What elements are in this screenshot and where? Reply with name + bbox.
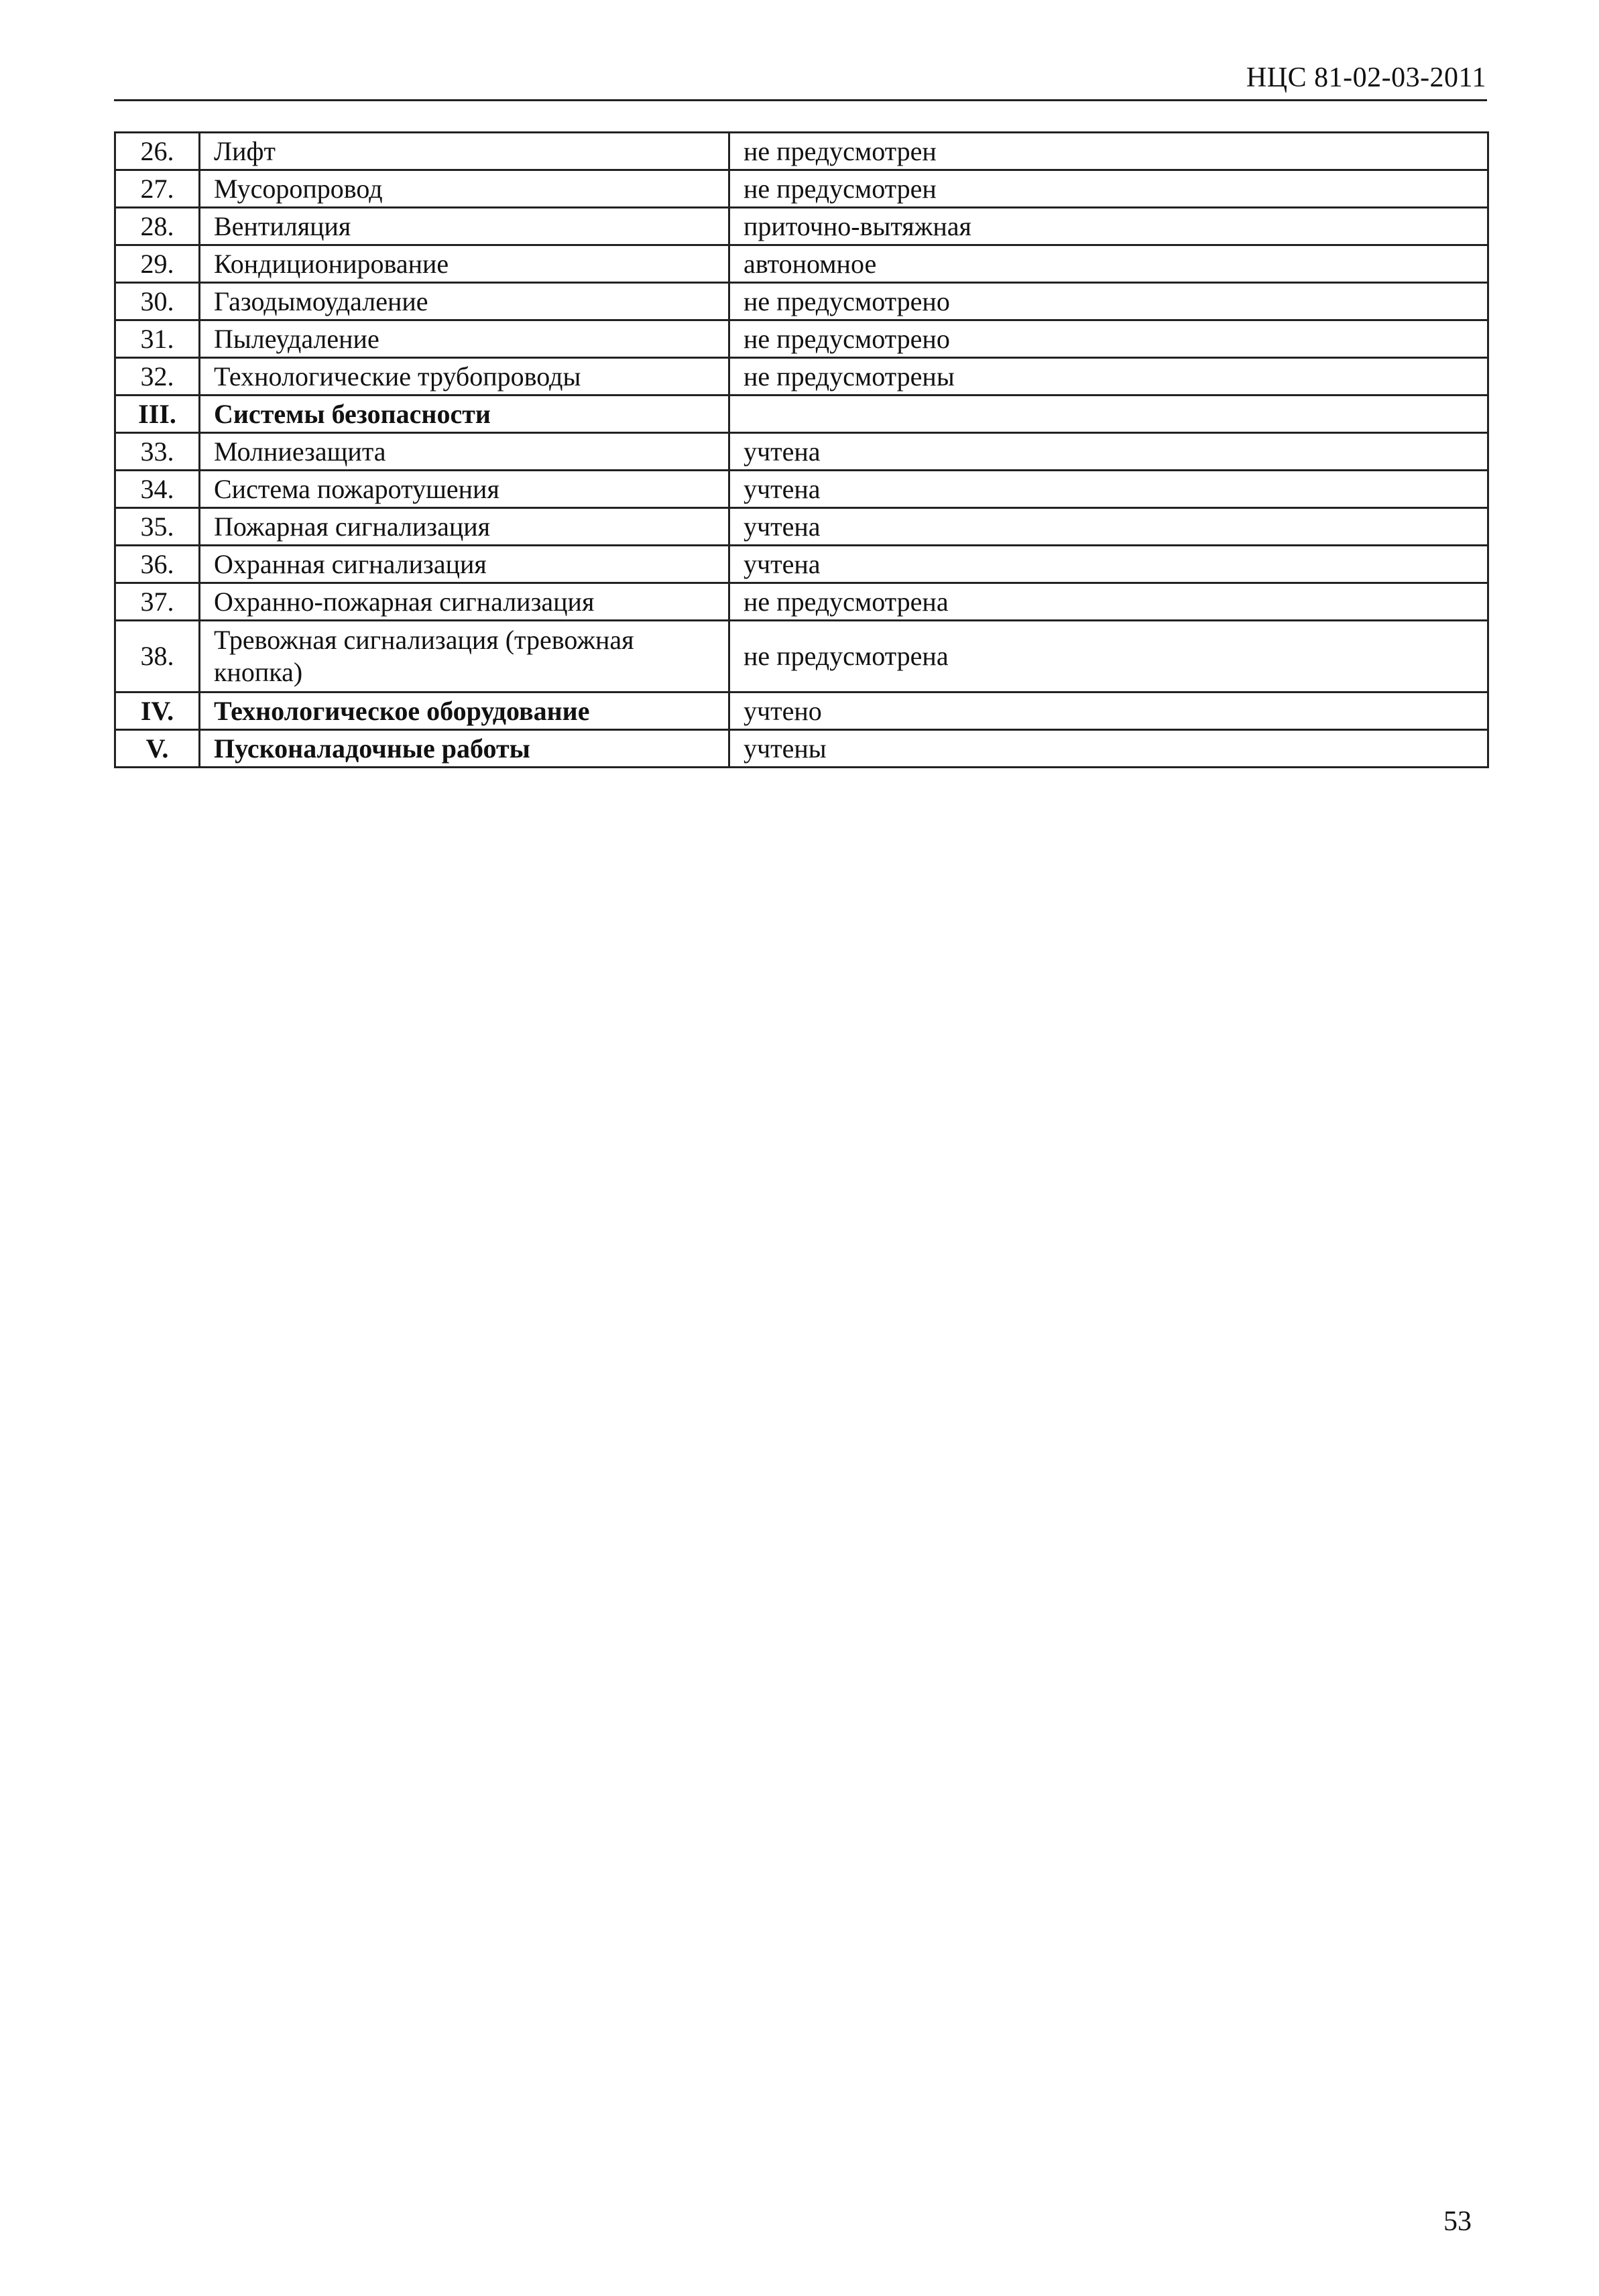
row-value: не предусмотрен <box>729 170 1488 208</box>
row-value: автономное <box>729 245 1488 283</box>
table-row <box>115 283 1488 320</box>
row-name: Мусоропровод <box>200 170 729 208</box>
row-value: учтена <box>729 546 1488 583</box>
section-number: IV. <box>115 692 200 730</box>
table-row <box>115 433 1488 471</box>
section-title: Технологическое оборудование <box>200 692 729 730</box>
document-code: НЦС 81-02-03-2011 <box>1246 62 1486 93</box>
row-number: 29. <box>115 245 200 283</box>
section-title: Системы безопасности <box>200 396 729 433</box>
row-number: 35. <box>115 508 200 546</box>
row-name: Технологические трубопроводы <box>200 358 729 396</box>
row-number: 34. <box>115 471 200 508</box>
row-number: 26. <box>115 133 200 170</box>
table-row <box>115 170 1488 208</box>
row-name: Кондиционирование <box>200 245 729 283</box>
row-number: 28. <box>115 208 200 245</box>
row-name: Пожарная сигнализация <box>200 508 729 546</box>
section-value: учтено <box>729 692 1488 730</box>
row-number: 32. <box>115 358 200 396</box>
row-value: не предусмотрена <box>729 583 1488 621</box>
row-name: Лифт <box>200 133 729 170</box>
table-row <box>115 320 1488 358</box>
table-row <box>115 621 1488 692</box>
page-number: 53 <box>1443 2206 1472 2237</box>
row-number: 33. <box>115 433 200 471</box>
row-value: не предусмотрен <box>729 133 1488 170</box>
table-row <box>115 471 1488 508</box>
row-value: не предусмотрено <box>729 320 1488 358</box>
row-name: Охранная сигнализация <box>200 546 729 583</box>
row-number: 36. <box>115 546 200 583</box>
section-row <box>115 730 1488 768</box>
table-row <box>115 508 1488 546</box>
row-number: 30. <box>115 283 200 320</box>
row-value: приточно-вытяжная <box>729 208 1488 245</box>
table-row <box>115 546 1488 583</box>
table-row <box>115 208 1488 245</box>
row-name: Тревожная сигнализация (тревожная кнопка) <box>200 621 729 692</box>
table-row <box>115 245 1488 283</box>
section-value <box>729 396 1488 433</box>
row-name: Вентиляция <box>200 208 729 245</box>
section-number: III. <box>115 396 200 433</box>
section-title: Пусконаладочные работы <box>200 730 729 768</box>
row-name: Молниезащита <box>200 433 729 471</box>
table-row <box>115 133 1488 170</box>
section-row <box>115 692 1488 730</box>
row-value: не предусмотрено <box>729 283 1488 320</box>
table-row <box>115 583 1488 621</box>
row-name: Газодымоудаление <box>200 283 729 320</box>
section-value: учтены <box>729 730 1488 768</box>
row-name: Система пожаротушения <box>200 471 729 508</box>
specification-table <box>114 131 1489 768</box>
header-rule <box>114 99 1487 101</box>
row-value: не предусмотрена <box>729 621 1488 692</box>
row-number: 38. <box>115 621 200 692</box>
row-value: не предусмотрены <box>729 358 1488 396</box>
row-name: Охранно-пожарная сигнализация <box>200 583 729 621</box>
section-number: V. <box>115 730 200 768</box>
row-number: 31. <box>115 320 200 358</box>
row-value: учтена <box>729 433 1488 471</box>
table-row <box>115 358 1488 396</box>
row-name: Пылеудаление <box>200 320 729 358</box>
row-number: 27. <box>115 170 200 208</box>
row-value: учтена <box>729 471 1488 508</box>
row-value: учтена <box>729 508 1488 546</box>
row-number: 37. <box>115 583 200 621</box>
section-row <box>115 396 1488 433</box>
